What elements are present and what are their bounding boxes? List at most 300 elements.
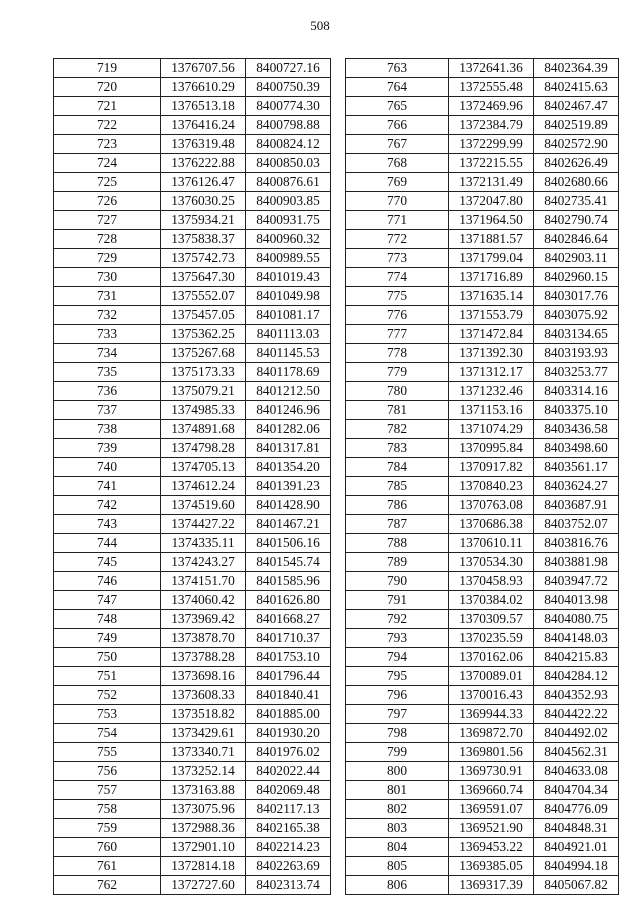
point-number-cell: 787 [346,515,449,534]
y-coordinate-cell: 8401282.06 [246,420,331,439]
x-coordinate-cell: 1375267.68 [161,344,246,363]
x-coordinate-cell: 1371799.04 [449,249,534,268]
table-row [54,591,331,610]
y-coordinate-cell: 8402069.48 [246,781,331,800]
x-coordinate-cell: 1375552.07 [161,287,246,306]
point-number-cell: 725 [54,173,161,192]
x-coordinate-cell: 1369385.05 [449,857,534,876]
y-coordinate-cell: 8404215.83 [534,648,619,667]
table-row [54,344,331,363]
x-coordinate-cell: 1369801.56 [449,743,534,762]
y-coordinate-cell: 8400876.61 [246,173,331,192]
point-number-cell: 796 [346,686,449,705]
x-coordinate-cell: 1369872.70 [449,724,534,743]
y-coordinate-cell: 8401930.20 [246,724,331,743]
table-row [346,838,619,857]
y-coordinate-cell: 8404562.31 [534,743,619,762]
table-body [54,59,331,895]
point-number-cell: 775 [346,287,449,306]
table-row [346,629,619,648]
y-coordinate-cell: 8404633.08 [534,762,619,781]
point-number-cell: 754 [54,724,161,743]
x-coordinate-cell: 1370235.59 [449,629,534,648]
x-coordinate-cell: 1373608.33 [161,686,246,705]
y-coordinate-cell: 8401585.96 [246,572,331,591]
point-number-cell: 747 [54,591,161,610]
point-number-cell: 795 [346,667,449,686]
y-coordinate-cell: 8402735.41 [534,192,619,211]
x-coordinate-cell: 1375173.33 [161,363,246,382]
x-coordinate-cell: 1374798.28 [161,439,246,458]
point-number-cell: 726 [54,192,161,211]
y-coordinate-cell: 8402117.13 [246,800,331,819]
table-row [54,230,331,249]
y-coordinate-cell: 8403017.76 [534,287,619,306]
table-row [54,876,331,895]
table-row [54,287,331,306]
point-number-cell: 720 [54,78,161,97]
y-coordinate-cell: 8403075.92 [534,306,619,325]
table-row [54,325,331,344]
y-coordinate-cell: 8403498.60 [534,439,619,458]
y-coordinate-cell: 8400989.55 [246,249,331,268]
x-coordinate-cell: 1375457.05 [161,306,246,325]
x-coordinate-cell: 1370458.93 [449,572,534,591]
x-coordinate-cell: 1370686.38 [449,515,534,534]
y-coordinate-cell: 8402903.11 [534,249,619,268]
x-coordinate-cell: 1375742.73 [161,249,246,268]
table-row [54,306,331,325]
y-coordinate-cell: 8402214.23 [246,838,331,857]
x-coordinate-cell: 1370162.06 [449,648,534,667]
x-coordinate-cell: 1372131.49 [449,173,534,192]
x-coordinate-cell: 1374335.11 [161,534,246,553]
point-number-cell: 778 [346,344,449,363]
table-row [346,192,619,211]
x-coordinate-cell: 1369591.07 [449,800,534,819]
y-coordinate-cell: 8401976.02 [246,743,331,762]
x-coordinate-cell: 1372215.55 [449,154,534,173]
x-coordinate-cell: 1371153.16 [449,401,534,420]
table-row [346,496,619,515]
table-row [54,572,331,591]
y-coordinate-cell: 8403193.93 [534,344,619,363]
table-row [346,382,619,401]
x-coordinate-cell: 1371312.17 [449,363,534,382]
x-coordinate-cell: 1376610.29 [161,78,246,97]
point-number-cell: 734 [54,344,161,363]
x-coordinate-cell: 1372641.36 [449,59,534,78]
x-coordinate-cell: 1371964.50 [449,211,534,230]
y-coordinate-cell: 8401317.81 [246,439,331,458]
x-coordinate-cell: 1371392.30 [449,344,534,363]
table-row [54,610,331,629]
y-coordinate-cell: 8401545.74 [246,553,331,572]
x-coordinate-cell: 1372901.10 [161,838,246,857]
x-coordinate-cell: 1372988.36 [161,819,246,838]
table-row [346,610,619,629]
x-coordinate-cell: 1376126.47 [161,173,246,192]
point-number-cell: 789 [346,553,449,572]
point-number-cell: 719 [54,59,161,78]
x-coordinate-cell: 1369944.33 [449,705,534,724]
point-number-cell: 738 [54,420,161,439]
x-coordinate-cell: 1374891.68 [161,420,246,439]
table-row [54,629,331,648]
y-coordinate-cell: 8401506.16 [246,534,331,553]
point-number-cell: 739 [54,439,161,458]
point-number-cell: 761 [54,857,161,876]
point-number-cell: 776 [346,306,449,325]
point-number-cell: 769 [346,173,449,192]
point-number-cell: 731 [54,287,161,306]
table-row [54,534,331,553]
point-number-cell: 798 [346,724,449,743]
y-coordinate-cell: 8402165.38 [246,819,331,838]
y-coordinate-cell: 8401467.21 [246,515,331,534]
y-coordinate-cell: 8401081.17 [246,306,331,325]
point-number-cell: 777 [346,325,449,344]
table-row [346,439,619,458]
point-number-cell: 746 [54,572,161,591]
y-coordinate-cell: 8401391.23 [246,477,331,496]
x-coordinate-cell: 1370534.30 [449,553,534,572]
table-row [346,876,619,895]
y-coordinate-cell: 8401753.10 [246,648,331,667]
x-coordinate-cell: 1371716.89 [449,268,534,287]
point-number-cell: 757 [54,781,161,800]
x-coordinate-cell: 1369317.39 [449,876,534,895]
point-number-cell: 751 [54,667,161,686]
y-coordinate-cell: 8402364.39 [534,59,619,78]
x-coordinate-cell: 1374151.70 [161,572,246,591]
table-row [346,705,619,724]
point-number-cell: 804 [346,838,449,857]
table-row [54,97,331,116]
x-coordinate-cell: 1371472.84 [449,325,534,344]
point-number-cell: 791 [346,591,449,610]
y-coordinate-cell: 8402313.74 [246,876,331,895]
y-coordinate-cell: 8404422.22 [534,705,619,724]
x-coordinate-cell: 1376707.56 [161,59,246,78]
y-coordinate-cell: 8404352.93 [534,686,619,705]
table-row [54,154,331,173]
x-coordinate-cell: 1370840.23 [449,477,534,496]
table-row [54,268,331,287]
y-coordinate-cell: 8403752.07 [534,515,619,534]
table-row [346,667,619,686]
x-coordinate-cell: 1374060.42 [161,591,246,610]
y-coordinate-cell: 8403816.76 [534,534,619,553]
table-row [346,211,619,230]
x-coordinate-cell: 1373075.96 [161,800,246,819]
point-number-cell: 772 [346,230,449,249]
y-coordinate-cell: 8402626.49 [534,154,619,173]
y-coordinate-cell: 8403375.10 [534,401,619,420]
x-coordinate-cell: 1376222.88 [161,154,246,173]
y-coordinate-cell: 8403624.27 [534,477,619,496]
point-number-cell: 765 [346,97,449,116]
y-coordinate-cell: 8405067.82 [534,876,619,895]
x-coordinate-cell: 1371232.46 [449,382,534,401]
table-row [346,363,619,382]
table-row [54,743,331,762]
point-number-cell: 762 [54,876,161,895]
y-coordinate-cell: 8402680.66 [534,173,619,192]
table-row [54,78,331,97]
point-number-cell: 743 [54,515,161,534]
point-number-cell: 803 [346,819,449,838]
point-number-cell: 737 [54,401,161,420]
point-number-cell: 742 [54,496,161,515]
y-coordinate-cell: 8401212.50 [246,382,331,401]
table-row [54,59,331,78]
x-coordinate-cell: 1372299.99 [449,135,534,154]
table-row [54,553,331,572]
y-coordinate-cell: 8401354.20 [246,458,331,477]
y-coordinate-cell: 8400903.85 [246,192,331,211]
point-number-cell: 748 [54,610,161,629]
x-coordinate-cell: 1376416.24 [161,116,246,135]
y-coordinate-cell: 8400727.16 [246,59,331,78]
x-coordinate-cell: 1374427.22 [161,515,246,534]
x-coordinate-cell: 1376319.48 [161,135,246,154]
point-number-cell: 800 [346,762,449,781]
y-coordinate-cell: 8404994.18 [534,857,619,876]
x-coordinate-cell: 1376513.18 [161,97,246,116]
table-row [54,116,331,135]
table-row [346,135,619,154]
point-number-cell: 733 [54,325,161,344]
x-coordinate-cell: 1375079.21 [161,382,246,401]
point-number-cell: 788 [346,534,449,553]
table-row [54,705,331,724]
x-coordinate-cell: 1370089.01 [449,667,534,686]
table-row [346,819,619,838]
table-row [346,306,619,325]
point-number-cell: 736 [54,382,161,401]
table-row [346,515,619,534]
coordinates-table-left [53,58,331,895]
table-row [346,477,619,496]
x-coordinate-cell: 1370384.02 [449,591,534,610]
x-coordinate-cell: 1369521.90 [449,819,534,838]
y-coordinate-cell: 8401113.03 [246,325,331,344]
x-coordinate-cell: 1371881.57 [449,230,534,249]
point-number-cell: 783 [346,439,449,458]
table-row [346,553,619,572]
point-number-cell: 799 [346,743,449,762]
point-number-cell: 797 [346,705,449,724]
x-coordinate-cell: 1373163.88 [161,781,246,800]
table-body [346,59,619,895]
table-row [346,781,619,800]
table-row [346,534,619,553]
x-coordinate-cell: 1372047.80 [449,192,534,211]
point-number-cell: 806 [346,876,449,895]
table-row [346,401,619,420]
y-coordinate-cell: 8400824.12 [246,135,331,154]
point-number-cell: 805 [346,857,449,876]
table-row [54,724,331,743]
point-number-cell: 767 [346,135,449,154]
table-row [346,572,619,591]
y-coordinate-cell: 8401840.41 [246,686,331,705]
table-row [54,648,331,667]
table-row [346,591,619,610]
table-row [346,78,619,97]
y-coordinate-cell: 8401668.27 [246,610,331,629]
page-number: 508 [310,18,330,33]
x-coordinate-cell: 1371635.14 [449,287,534,306]
point-number-cell: 792 [346,610,449,629]
table-row [54,192,331,211]
x-coordinate-cell: 1372555.48 [449,78,534,97]
point-number-cell: 744 [54,534,161,553]
point-number-cell: 741 [54,477,161,496]
table-row [346,762,619,781]
table-row [346,287,619,306]
y-coordinate-cell: 8402467.47 [534,97,619,116]
table-row [346,800,619,819]
x-coordinate-cell: 1371553.79 [449,306,534,325]
point-number-cell: 785 [346,477,449,496]
table-row [54,496,331,515]
table-row [54,249,331,268]
y-coordinate-cell: 8403436.58 [534,420,619,439]
x-coordinate-cell: 1374985.33 [161,401,246,420]
point-number-cell: 770 [346,192,449,211]
table-row [346,154,619,173]
table-row [54,458,331,477]
y-coordinate-cell: 8403314.16 [534,382,619,401]
point-number-cell: 724 [54,154,161,173]
point-number-cell: 794 [346,648,449,667]
x-coordinate-cell: 1369660.74 [449,781,534,800]
y-coordinate-cell: 8401885.00 [246,705,331,724]
x-coordinate-cell: 1373788.28 [161,648,246,667]
x-coordinate-cell: 1373969.42 [161,610,246,629]
x-coordinate-cell: 1370995.84 [449,439,534,458]
point-number-cell: 745 [54,553,161,572]
y-coordinate-cell: 8404148.03 [534,629,619,648]
table-row [54,173,331,192]
point-number-cell: 768 [346,154,449,173]
y-coordinate-cell: 8404013.98 [534,591,619,610]
point-number-cell: 759 [54,819,161,838]
x-coordinate-cell: 1372469.96 [449,97,534,116]
y-coordinate-cell: 8400798.88 [246,116,331,135]
x-coordinate-cell: 1374705.13 [161,458,246,477]
point-number-cell: 753 [54,705,161,724]
y-coordinate-cell: 8404776.09 [534,800,619,819]
y-coordinate-cell: 8401246.96 [246,401,331,420]
y-coordinate-cell: 8400850.03 [246,154,331,173]
y-coordinate-cell: 8402960.15 [534,268,619,287]
table-row [54,515,331,534]
table-row [54,363,331,382]
table-row [54,762,331,781]
point-number-cell: 763 [346,59,449,78]
table-row [54,401,331,420]
x-coordinate-cell: 1373698.16 [161,667,246,686]
y-coordinate-cell: 8401428.90 [246,496,331,515]
table-row [54,667,331,686]
table-row [54,420,331,439]
x-coordinate-cell: 1370917.82 [449,458,534,477]
point-number-cell: 801 [346,781,449,800]
table-row [346,249,619,268]
x-coordinate-cell: 1373429.61 [161,724,246,743]
table-row [54,819,331,838]
x-coordinate-cell: 1372384.79 [449,116,534,135]
point-number-cell: 750 [54,648,161,667]
point-number-cell: 779 [346,363,449,382]
table-row [346,59,619,78]
y-coordinate-cell: 8400960.32 [246,230,331,249]
table-row [346,268,619,287]
y-coordinate-cell: 8401049.98 [246,287,331,306]
x-coordinate-cell: 1373878.70 [161,629,246,648]
point-number-cell: 786 [346,496,449,515]
table-row [54,781,331,800]
table-row [346,420,619,439]
x-coordinate-cell: 1373252.14 [161,762,246,781]
point-number-cell: 780 [346,382,449,401]
point-number-cell: 790 [346,572,449,591]
point-number-cell: 723 [54,135,161,154]
y-coordinate-cell: 8404848.31 [534,819,619,838]
y-coordinate-cell: 8401796.44 [246,667,331,686]
x-coordinate-cell: 1370610.11 [449,534,534,553]
table-row [346,230,619,249]
x-coordinate-cell: 1374519.60 [161,496,246,515]
point-number-cell: 756 [54,762,161,781]
y-coordinate-cell: 8403881.98 [534,553,619,572]
y-coordinate-cell: 8404080.75 [534,610,619,629]
table-row [54,439,331,458]
point-number-cell: 722 [54,116,161,135]
point-number-cell: 781 [346,401,449,420]
x-coordinate-cell: 1374612.24 [161,477,246,496]
y-coordinate-cell: 8404921.01 [534,838,619,857]
x-coordinate-cell: 1372727.60 [161,876,246,895]
x-coordinate-cell: 1373340.71 [161,743,246,762]
table-row [346,724,619,743]
table-row [346,743,619,762]
x-coordinate-cell: 1373518.82 [161,705,246,724]
point-number-cell: 728 [54,230,161,249]
point-number-cell: 782 [346,420,449,439]
point-number-cell: 752 [54,686,161,705]
y-coordinate-cell: 8403687.91 [534,496,619,515]
x-coordinate-cell: 1375647.30 [161,268,246,287]
x-coordinate-cell: 1376030.25 [161,192,246,211]
y-coordinate-cell: 8401178.69 [246,363,331,382]
x-coordinate-cell: 1375362.25 [161,325,246,344]
table-row [346,686,619,705]
point-number-cell: 755 [54,743,161,762]
point-number-cell: 729 [54,249,161,268]
table-row [54,477,331,496]
table-row [346,857,619,876]
point-number-cell: 721 [54,97,161,116]
y-coordinate-cell: 8402022.44 [246,762,331,781]
point-number-cell: 730 [54,268,161,287]
x-coordinate-cell: 1370309.57 [449,610,534,629]
y-coordinate-cell: 8401626.80 [246,591,331,610]
x-coordinate-cell: 1375934.21 [161,211,246,230]
